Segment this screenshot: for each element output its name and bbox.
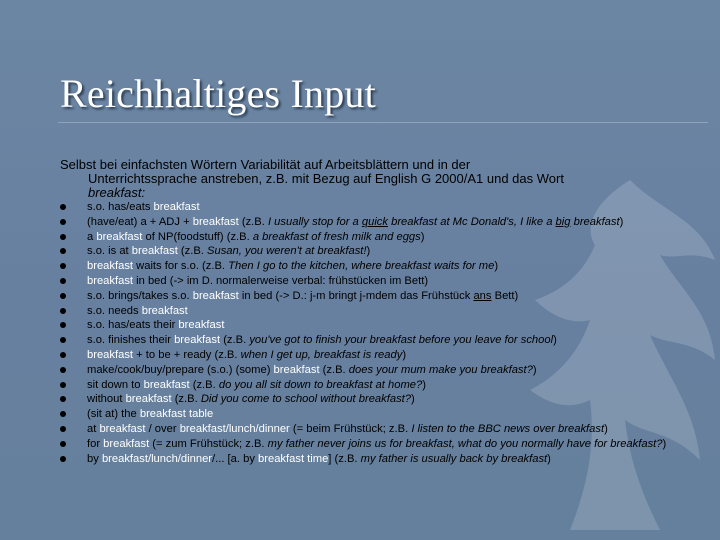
bullet-icon — [60, 337, 66, 343]
item-text: (sit at) the — [87, 408, 140, 421]
intro-paragraph — [60, 158, 680, 200]
bullet-icon — [60, 204, 66, 210]
bullet-icon — [60, 278, 66, 284]
bullet-icon — [60, 396, 66, 402]
item-text: s.o. is at — [87, 245, 132, 258]
list-item — [60, 437, 705, 452]
list-item — [60, 318, 705, 333]
item-text: ) — [411, 393, 415, 406]
bullet-icon — [60, 411, 66, 417]
item-text: ] (z.B. — [328, 452, 361, 465]
intro-line-3: breakfast: — [88, 185, 146, 200]
list-item — [60, 289, 705, 304]
item-text: my father never joins us for breakfast, what do you normally have for breakfast? — [267, 437, 663, 450]
item-text: I usually stop for a — [267, 215, 362, 228]
item-text: I listen to the BBC news over breakfast — [411, 422, 605, 435]
item-text: ) — [494, 260, 499, 273]
list-item — [60, 333, 705, 348]
bullet-icon — [60, 219, 66, 225]
item-text: / over — [145, 422, 180, 435]
bullet-icon — [60, 263, 66, 269]
item-text: breakfast at Mc Donald's, I like a — [388, 215, 556, 228]
item-text: (z.B. — [171, 393, 201, 406]
list-item — [60, 348, 705, 363]
item-text: (z.B. — [238, 215, 268, 228]
item-text: s.o. brings/takes s.o. — [87, 289, 193, 302]
list-item — [60, 274, 705, 289]
item-text: ) — [619, 215, 624, 228]
item-text: waits for s.o. (z.B. — [133, 260, 229, 273]
item-text: Bett) — [491, 289, 519, 302]
list-item — [60, 378, 705, 393]
slide-title: Reichhaltiges Input — [60, 71, 376, 116]
bullet-icon — [60, 293, 66, 299]
intro-line-2: Unterrichtssprache anstreben, z.B. mit Bezug auf English G 2000/A1 und das Wort — [88, 171, 564, 186]
item-text: for — [87, 437, 104, 450]
bullet-icon — [60, 322, 66, 328]
item-text: in bed (-> D.: j-m bringt j-mdem das Frühstück — [238, 289, 474, 302]
item-text: + to be + ready (z.B. — [133, 348, 241, 361]
title-divider — [58, 122, 708, 123]
bullet-icon — [60, 441, 66, 447]
item-text: you've got to finish your breakfast before you leave for school — [249, 334, 554, 347]
item-text: at — [87, 422, 100, 435]
item-text: /... [a. by — [212, 452, 259, 465]
item-text: ) — [402, 348, 407, 361]
item-text: ) — [366, 245, 371, 258]
list-item — [60, 259, 705, 274]
highlighted-term: breakfast — [192, 215, 239, 228]
highlighted-term: breakfast/lunch/dinner — [179, 422, 290, 435]
bullet-icon — [60, 426, 66, 432]
highlighted-term: breakfast — [87, 348, 134, 361]
item-text: do you all sit down to breakfast at home? — [218, 378, 423, 391]
highlighted-term: breakfast — [178, 319, 225, 332]
item-text: a — [87, 230, 97, 243]
highlighted-term: breakfast — [87, 260, 134, 273]
item-text: when I get up, breakfast is ready — [240, 348, 403, 361]
highlighted-term: breakfast — [103, 437, 150, 450]
item-text: ) — [420, 230, 425, 243]
highlighted-term: breakfast — [141, 304, 188, 317]
item-text: without — [87, 393, 126, 406]
item-text: (z.B. — [177, 245, 208, 258]
item-text: ) — [532, 363, 537, 376]
highlighted-term: breakfast — [131, 245, 178, 258]
item-text: s.o. has/eats — [87, 201, 154, 213]
list-item — [60, 452, 705, 467]
highlighted-term: breakfast/lunch/dinner — [101, 452, 213, 465]
list-item — [60, 392, 705, 407]
item-text: (z.B. — [189, 378, 219, 391]
item-text: of NP(foodstuff) (z.B. — [142, 230, 253, 243]
bullet-icon — [60, 308, 66, 314]
highlighted-term: breakfast — [96, 230, 143, 243]
item-text: ) — [547, 452, 551, 465]
collocation-list — [60, 200, 705, 466]
bullet-icon — [60, 382, 66, 388]
list-item — [60, 363, 705, 378]
list-item — [60, 230, 705, 245]
item-text: (z.B. — [220, 334, 250, 347]
item-text: ) — [422, 378, 426, 391]
bullet-icon — [60, 367, 66, 373]
item-text: breakfast — [570, 215, 620, 228]
list-item — [60, 244, 705, 259]
highlighted-term: breakfast — [153, 201, 200, 213]
bullet-icon — [60, 456, 66, 462]
bullet-icon — [60, 248, 66, 254]
item-text: my father is usually back by breakfast — [360, 452, 548, 465]
item-text: s.o. finishes their — [87, 334, 175, 347]
list-item — [60, 200, 705, 215]
item-text: ) — [553, 334, 557, 347]
item-text: s.o. has/eats their — [87, 319, 179, 332]
item-text: quick — [361, 215, 388, 228]
item-text: ans — [473, 289, 492, 302]
item-text: make/cook/buy/prepare (s.o.) (some) — [87, 363, 274, 376]
item-text: sit down to — [87, 378, 144, 391]
highlighted-term: breakfast — [125, 393, 172, 406]
list-item — [60, 407, 705, 422]
highlighted-term: breakfast — [273, 363, 320, 376]
highlighted-term: breakfast — [87, 274, 134, 287]
bullet-icon — [60, 234, 66, 240]
item-text: (= beim Frühstück; z.B. — [289, 422, 412, 435]
highlighted-term: breakfast — [99, 422, 146, 435]
highlighted-term: breakfast time — [258, 452, 329, 465]
item-text: a breakfast of fresh milk and eggs — [252, 230, 421, 243]
intro-line-1: Selbst bei einfachsten Wörtern Variabilität auf Arbeitsblättern und in der — [60, 157, 471, 172]
item-text: ) — [662, 437, 667, 450]
item-text: Susan, you weren't at breakfast! — [207, 245, 367, 258]
bullet-icon — [60, 352, 66, 358]
list-item — [60, 304, 705, 319]
list-item — [60, 215, 705, 230]
list-item — [60, 422, 705, 437]
item-text: (have/eat) a + ADJ + — [87, 215, 193, 228]
item-text: Then I go to the kitchen, where breakfast waits for me — [228, 260, 495, 273]
item-text: in bed (-> im D. normalerweise verbal: frühstücken im Bett) — [133, 274, 429, 287]
item-text: big — [555, 215, 571, 228]
item-text: does your mum make you breakfast? — [348, 363, 533, 376]
item-text: ) — [604, 422, 608, 435]
item-text: Did you come to school without breakfast? — [200, 393, 411, 406]
item-text: s.o. needs — [87, 304, 142, 317]
highlighted-term: breakfast — [192, 289, 239, 302]
highlighted-term: breakfast table — [139, 408, 214, 421]
item-text: (z.B. — [319, 363, 349, 376]
highlighted-term: breakfast — [143, 378, 190, 391]
item-text: (= zum Frühstück; z.B. — [149, 437, 268, 450]
item-text: by — [87, 452, 102, 465]
highlighted-term: breakfast — [174, 334, 221, 347]
